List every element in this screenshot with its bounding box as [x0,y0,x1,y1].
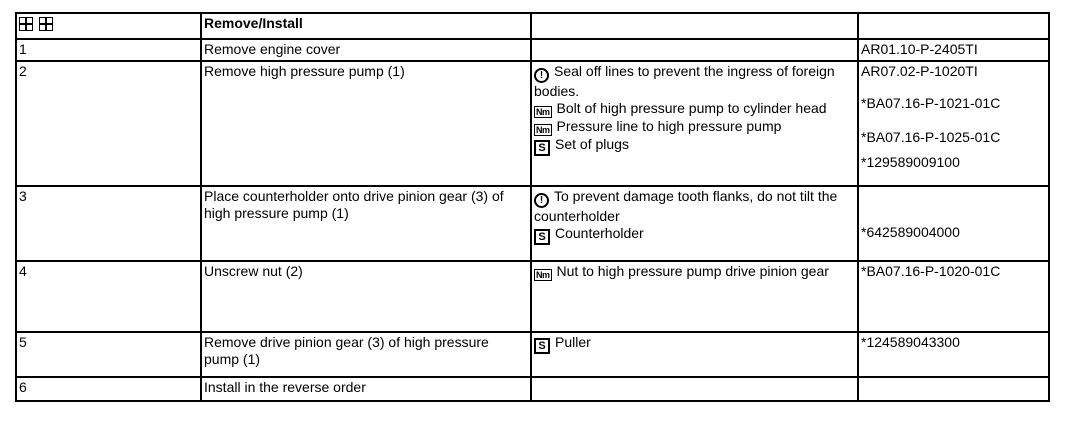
table-row [16,39,1049,61]
step-number: 5 [16,332,201,377]
step-action: Remove engine cover [201,39,531,61]
note-text: Nut to high pressure pump drive pinion gear [556,263,829,279]
step-number: 2 [16,61,201,186]
step-notes [531,332,858,377]
collapse-icon[interactable] [39,17,53,31]
step-refs [858,186,1049,261]
note-item [534,136,854,156]
step-notes [531,186,858,261]
reference-link[interactable]: *BA07.16-P-1025-01C [861,129,1001,145]
torque-icon: Nm [536,107,550,117]
torque-icon: Nm [536,270,550,280]
expand-icon[interactable] [19,17,33,31]
header-empty-cell [858,13,1049,39]
tool-icon: S [534,140,550,156]
torque-icon: Nm [536,125,550,135]
step-refs [858,61,1049,186]
reference-link[interactable]: *BA07.16-P-1020-01C [861,263,1001,279]
table-row [16,261,1049,332]
header-empty-cell [531,13,858,39]
reference-link[interactable]: AR07.02-P-1020TI [861,63,978,79]
note-item [534,334,854,354]
warning-icon: ! [534,68,549,83]
reference-link[interactable]: AR01.10-P-2405TI [861,41,978,57]
step-refs [858,261,1049,332]
step-refs [858,332,1049,377]
note-text: Counterholder [555,225,644,241]
step-action: Install in the reverse order [201,377,531,401]
step-notes [531,261,858,332]
table-row [16,186,1049,261]
header-icons-cell [16,13,201,39]
reference-link[interactable]: *129589009100 [861,154,960,170]
note-text: To prevent damage tooth flanks, do not tilt the counterholder [534,188,838,224]
step-number: 4 [16,261,201,332]
step-action: Remove high pressure pump (1) [201,61,531,186]
header-row [16,13,1049,39]
step-number: 6 [16,377,201,401]
note-item [534,188,854,225]
step-refs [858,39,1049,61]
table-row [16,377,1049,401]
note-item [534,63,854,100]
step-action: Remove drive pinion gear (3) of high pressure pump (1) [201,332,531,377]
reference-link[interactable]: *BA07.16-P-1021-01C [861,95,1001,111]
step-refs [858,377,1049,401]
step-notes [531,377,858,401]
reference-link[interactable]: *642589004000 [861,224,960,240]
note-text: Set of plugs [555,136,629,152]
table-row [16,61,1049,186]
note-text: Puller [555,334,591,350]
note-text: Pressure line to high pressure pump [556,118,782,134]
tool-icon: S [534,338,550,354]
tool-icon: S [534,229,550,245]
note-text: Bolt of high pressure pump to cylinder head [556,100,827,116]
note-item [534,100,854,118]
note-item [534,263,854,281]
step-notes [531,39,858,61]
warning-icon: ! [534,193,549,208]
step-action: Unscrew nut (2) [201,261,531,332]
header-title: Remove/Install [201,13,531,39]
reference-link[interactable]: *124589043300 [861,334,960,350]
table-row [16,332,1049,377]
step-number: 1 [16,39,201,61]
step-number: 3 [16,186,201,261]
procedure-table [15,12,1050,402]
note-text: Seal off lines to prevent the ingress of foreign bodies. [534,63,835,99]
step-notes [531,61,858,186]
note-item [534,118,854,136]
step-action: Place counterholder onto drive pinion gear (3) of high pressure pump (1) [201,186,531,261]
note-item [534,225,854,245]
